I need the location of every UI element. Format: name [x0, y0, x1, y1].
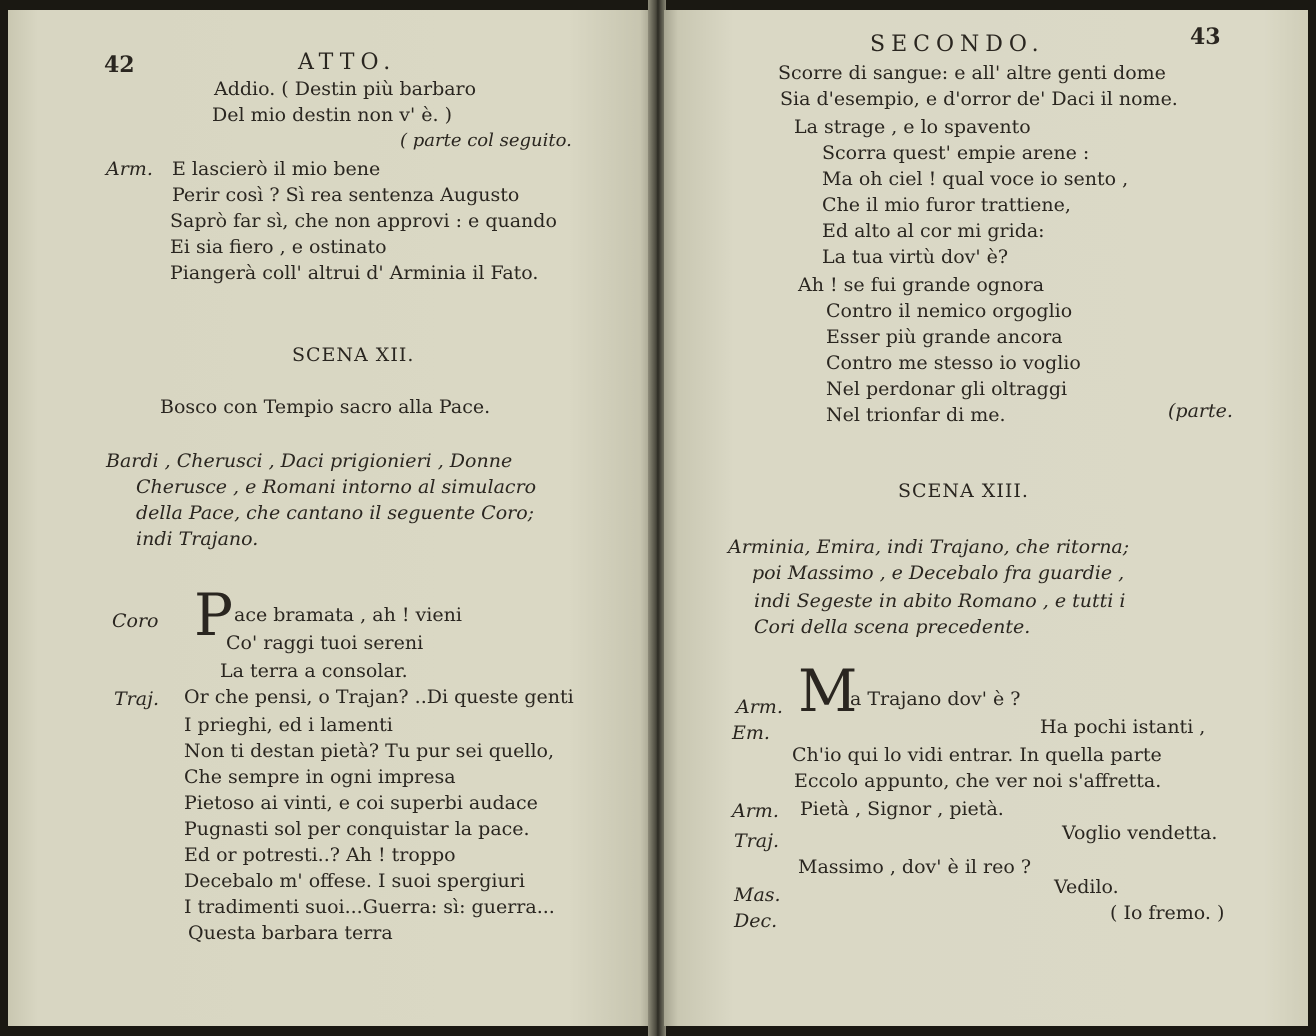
left-page: [8, 10, 650, 1026]
verse-line: ace bramata , ah ! vieni: [234, 604, 462, 626]
verse-line: ( Io fremo. ): [1110, 902, 1225, 924]
verse-line: Nel trionfar di me.: [826, 404, 1006, 426]
verse-line: Piangerà coll' altrui d' Arminia il Fato.: [170, 262, 539, 284]
verse-line: La tua virtù dov' è?: [822, 246, 1009, 268]
verse-line: Ei sia fiero , e ostinato: [170, 236, 387, 258]
stage-direction-line: indi Segeste in abito Romano , e tutti i: [754, 590, 1126, 612]
speaker-label: Arm.: [736, 696, 783, 718]
verse-line: Contro il nemico orgoglio: [826, 300, 1073, 322]
scene-setting: Bosco con Tempio sacro alla Pace.: [160, 396, 491, 418]
scene-title: SCENA XIII.: [898, 480, 1029, 502]
verse-line: Voglio vendetta.: [1062, 822, 1218, 844]
verse-line: Saprò far sì, che non approvi : e quando: [170, 210, 557, 232]
verse-line: a Trajano dov' è ?: [850, 688, 1021, 710]
verse-line: Addio. ( Destin più barbaro: [214, 78, 477, 100]
page-number: 42: [104, 52, 135, 78]
verse-line: Massimo , dov' è il reo ?: [798, 856, 1032, 878]
stage-aside: ( parte col seguito.: [400, 130, 572, 151]
verse-line: Scorre di sangue: e all' altre genti dome: [778, 62, 1166, 84]
verse-line: Esser più grande ancora: [826, 326, 1063, 348]
speaker-label: Traj.: [734, 830, 780, 852]
verse-line: I prieghi, ed i lamenti: [184, 714, 393, 736]
stage-direction-line: indi Trajano.: [136, 528, 259, 550]
speaker-label: Em.: [732, 722, 770, 744]
speaker-label: Arm.: [106, 158, 153, 180]
drop-cap: M: [798, 657, 858, 725]
verse-line: La strage , e lo spavento: [794, 116, 1031, 138]
running-header: ATTO.: [298, 50, 397, 75]
stage-direction-line: poi Massimo , e Decebalo fra guardie ,: [752, 562, 1125, 584]
verse-line: La terra a consolar.: [220, 660, 408, 682]
verse-line: Contro me stesso io voglio: [826, 352, 1081, 374]
verse-line: Decebalo m' offese. I suoi spergiuri: [184, 870, 525, 892]
speaker-label: Traj.: [114, 688, 160, 710]
verse-line: Vedilo.: [1054, 876, 1119, 898]
page-number: 43: [1190, 24, 1221, 50]
verse-line: Che il mio furor trattiene,: [822, 194, 1071, 216]
verse-line: Ed alto al cor mi grida:: [822, 220, 1045, 242]
verse-line: Or che pensi, o Trajan? ..Di queste genti: [184, 686, 574, 708]
stage-direction-line: Cherusce , e Romani intorno al simulacro: [136, 476, 537, 498]
verse-line: Non ti destan pietà? Tu pur sei quello,: [184, 740, 555, 762]
running-header: SECONDO.: [870, 32, 1045, 57]
verse-line: Ah ! se fui grande ognora: [798, 274, 1045, 296]
scene-title: SCENA XII.: [292, 344, 415, 366]
speaker-label: Dec.: [734, 910, 778, 932]
verse-line: Sia d'esempio, e d'orror de' Daci il nome.: [780, 88, 1178, 110]
right-page: [664, 10, 1308, 1026]
speaker-label: Mas.: [734, 884, 781, 906]
stage-direction-line: della Pace, che cantano il seguente Coro;: [136, 502, 535, 524]
verse-line: Eccolo appunto, che ver noi s'affretta.: [794, 770, 1162, 792]
stage-direction-line: Arminia, Emira, indi Trajano, che ritorna;: [728, 536, 1130, 558]
drop-cap: P: [194, 581, 234, 649]
verse-line: Ha pochi istanti ,: [1040, 716, 1206, 738]
verse-line: Co' raggi tuoi sereni: [226, 632, 424, 654]
stage-direction-line: Cori della scena precedente.: [754, 616, 1031, 638]
verse-line: Nel perdonar gli oltraggi: [826, 378, 1068, 400]
verse-line: Ma oh ciel ! qual voce io sento ,: [822, 168, 1129, 190]
speaker-label: Arm.: [732, 800, 779, 822]
speaker-label: Coro: [112, 610, 159, 632]
verse-line: I tradimenti suoi...Guerra: sì: guerra...: [184, 896, 555, 918]
verse-line: Pietà , Signor , pietà.: [800, 798, 1004, 820]
verse-line: Che sempre in ogni impresa: [184, 766, 456, 788]
verse-line: Pugnasti sol per conquistar la pace.: [184, 818, 530, 840]
verse-line: Del mio destin non v' è. ): [212, 104, 452, 126]
verse-line: Ed or potresti..? Ah ! troppo: [184, 844, 456, 866]
verse-line: E lascierò il mio bene: [172, 158, 381, 180]
verse-line: Perir così ? Sì rea sentenza Augusto: [172, 184, 520, 206]
stage-direction-line: Bardi , Cherusci , Daci prigionieri , Donne: [106, 450, 513, 472]
verse-line: Questa barbara terra: [188, 922, 393, 944]
stage-aside: (parte.: [1168, 400, 1233, 422]
verse-line: Pietoso ai vinti, e coi superbi audace: [184, 792, 538, 814]
verse-line: Scorra quest' empie arene :: [822, 142, 1090, 164]
verse-line: Ch'io qui lo vidi entrar. In quella parte: [792, 744, 1162, 766]
